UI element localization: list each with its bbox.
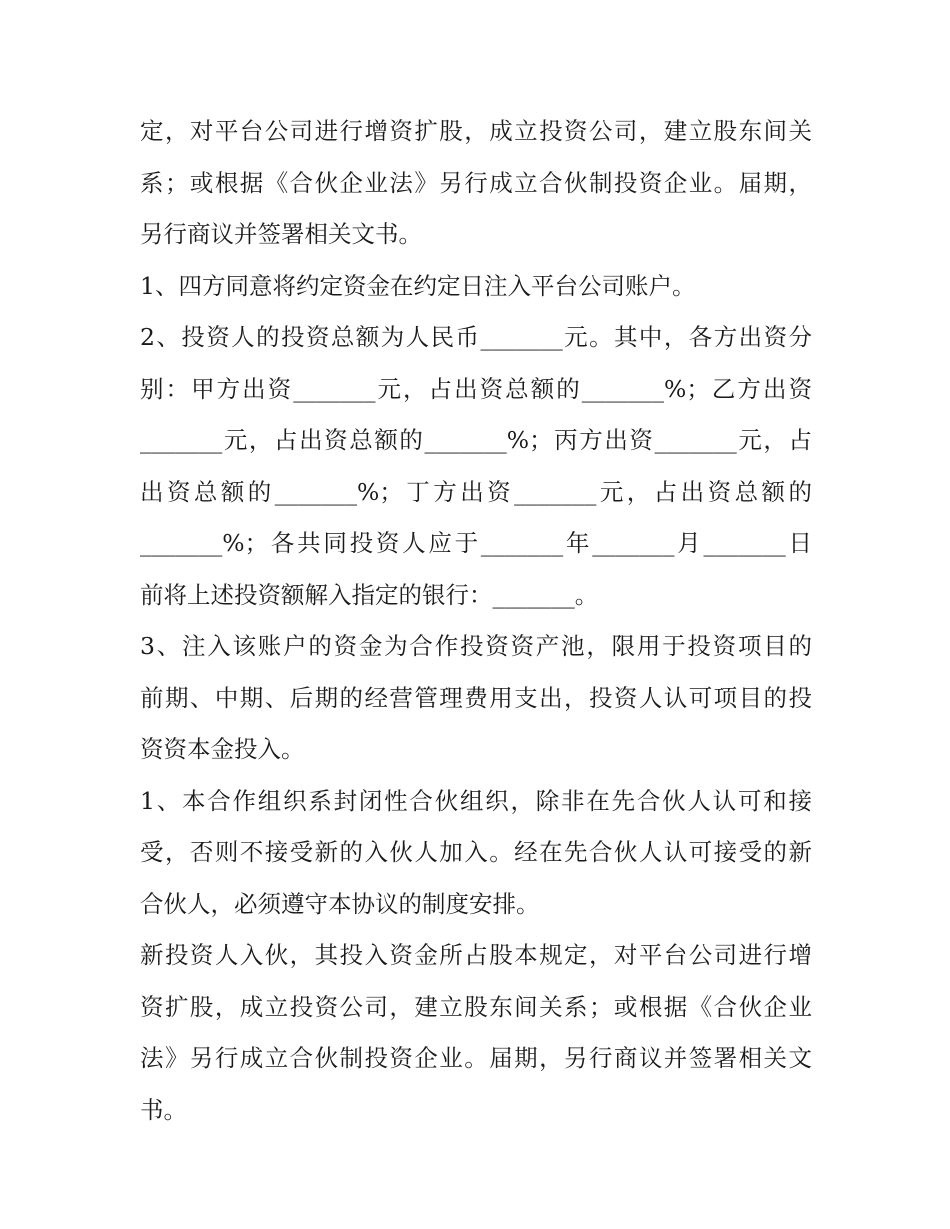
document-body [140,106,812,1136]
paragraph [140,776,812,931]
text-line: 系；或根据《合伙企业法》另行成立合伙制投资企业。届期， [140,168,812,197]
text-line: 出资总额的_______%；丁方出资_______元，占出资总额的 [140,477,812,506]
paragraph [140,312,812,621]
text-line: 2、投资人的投资总额为人民币_______元。其中，各方出资分 [140,323,812,351]
text-line: _______元，占出资总额的_______%；丙方出资_______元，占 [140,426,812,454]
text-line: _______%；各共同投资人应于_______年_______月_______日 [140,529,812,557]
text-line: 别：甲方出资_______元，占出资总额的_______%；乙方出资 [140,374,812,403]
paragraph [140,106,812,261]
paragraph [140,261,812,313]
text-line: 资扩股，成立投资公司，建立股东间关系；或根据《合伙企业 [140,992,812,1021]
text-line: 1、四方同意将约定资金在约定日注入平台公司账户。 [140,271,696,300]
text-line: 受，否则不接受新的入伙人加入。经在先合伙人认可接受的新 [140,838,812,866]
text-line: 法》另行成立合伙制投资企业。届期，另行商议并签署相关文 [140,1044,812,1072]
text-line: 定，对平台公司进行增资扩股，成立投资公司，建立股东间关 [140,117,812,145]
text-line: 另行商议并签署相关文书。 [140,220,422,248]
paragraph [140,621,812,776]
text-line: 书。 [140,1095,187,1124]
paragraph [140,930,812,1136]
text-line: 新投资人入伙，其投入资金所占股本规定，对平台公司进行增 [140,941,812,969]
text-line: 前期、中期、后期的经营管理费用支出，投资人认可项目的投 [140,683,812,712]
text-line: 1、本合作组织系封闭性合伙组织，除非在先合伙人认可和接 [140,786,812,815]
text-line: 前将上述投资额解入指定的银行：_______。 [140,580,599,609]
text-line: 3、注入该账户的资金为合作投资资产池，限用于投资项目的 [140,632,812,660]
text-line: 资资本金投入。 [140,735,305,763]
text-line: 合伙人，必须遵守本协议的制度安排。 [140,889,540,918]
